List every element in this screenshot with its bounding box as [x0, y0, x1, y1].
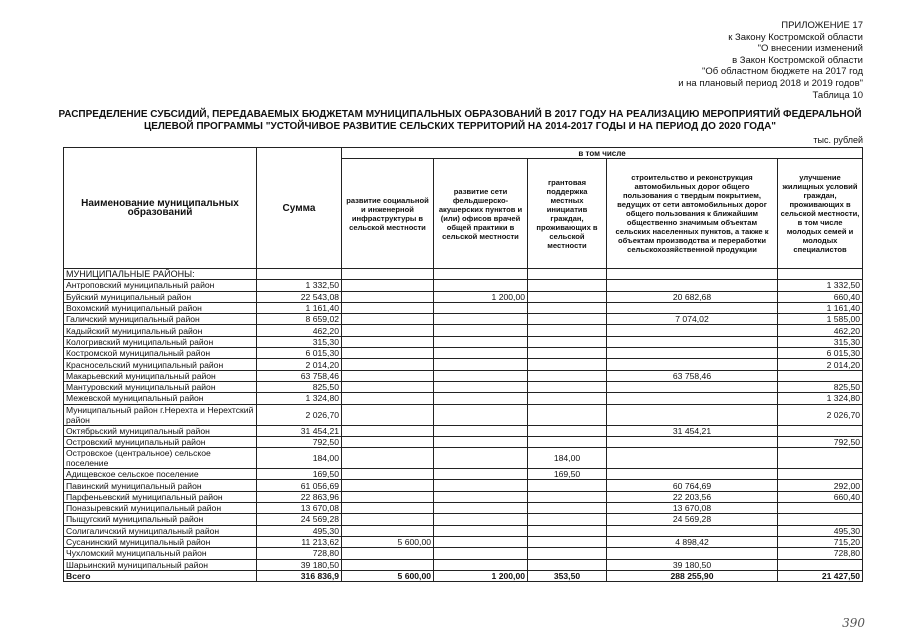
cell-c5 — [778, 448, 863, 469]
appendix-line: "О внесении изменений — [757, 43, 863, 55]
table-row — [64, 436, 863, 447]
cell-name: Галичский муниципальный район — [64, 314, 257, 325]
table-row — [64, 325, 863, 336]
cell-c4: 20 682,68 — [607, 291, 778, 302]
cell-sum: 39 180,50 — [257, 559, 342, 570]
appendix-line: "Об областном бюджете на 2017 год — [702, 66, 863, 78]
cell-c1 — [342, 336, 434, 347]
header-including: в том числе — [342, 148, 863, 159]
cell-c2 — [434, 536, 528, 547]
cell-c5: 660,40 — [778, 491, 863, 502]
cell-name: Солигаличский муниципальный район — [64, 525, 257, 536]
header-grant-support: грантовая поддержка местных инициатив граждан, проживающих в сельской местности — [528, 159, 607, 269]
cell-c1 — [342, 448, 434, 469]
header-housing: улучшение жилищных условий граждан, проживающих в сельской местности, в том числе молодых семей и молодых специалистов — [778, 159, 863, 269]
table-row — [64, 314, 863, 325]
cell-c5 — [778, 469, 863, 480]
empty-cell — [528, 269, 607, 280]
cell-sum: 315,30 — [257, 336, 342, 347]
appendix-header — [678, 20, 863, 101]
cell-c4 — [607, 436, 778, 447]
cell-c2: 1 200,00 — [434, 570, 528, 581]
cell-c4: 22 203,56 — [607, 491, 778, 502]
cell-c3 — [528, 393, 607, 404]
cell-sum: 462,20 — [257, 325, 342, 336]
cell-name: Павинский муниципальный район — [64, 480, 257, 491]
cell-name: Буйский муниципальный район — [64, 291, 257, 302]
cell-name: Поназыревский муниципальный район — [64, 503, 257, 514]
cell-c4 — [607, 393, 778, 404]
cell-c4 — [607, 469, 778, 480]
cell-c2 — [434, 448, 528, 469]
cell-c3 — [528, 404, 607, 425]
cell-name: Островский муниципальный район — [64, 436, 257, 447]
cell-c5: 495,30 — [778, 525, 863, 536]
section-label: МУНИЦИПАЛЬНЫЕ РАЙОНЫ: — [64, 269, 257, 280]
cell-c3 — [528, 525, 607, 536]
cell-c1 — [342, 436, 434, 447]
cell-c4: 24 569,28 — [607, 514, 778, 525]
cell-c4 — [607, 280, 778, 291]
empty-cell — [434, 269, 528, 280]
cell-c5 — [778, 425, 863, 436]
cell-c5: 792,50 — [778, 436, 863, 447]
cell-c3 — [528, 359, 607, 370]
cell-c2 — [434, 548, 528, 559]
cell-c2: 1 200,00 — [434, 291, 528, 302]
cell-c4 — [607, 448, 778, 469]
table-row — [64, 393, 863, 404]
table-row — [64, 280, 863, 291]
empty-cell — [778, 269, 863, 280]
cell-c2 — [434, 393, 528, 404]
cell-sum: 728,80 — [257, 548, 342, 559]
cell-c2 — [434, 480, 528, 491]
cell-c4: 63 758,46 — [607, 370, 778, 381]
table-row — [64, 425, 863, 436]
table-row — [64, 536, 863, 547]
cell-c5: 660,40 — [778, 291, 863, 302]
cell-c4 — [607, 336, 778, 347]
cell-c1 — [342, 393, 434, 404]
table-row — [64, 491, 863, 502]
table-row — [64, 348, 863, 359]
cell-c5: 1 161,40 — [778, 302, 863, 313]
cell-c4 — [607, 548, 778, 559]
cell-sum: 184,00 — [257, 448, 342, 469]
cell-c1 — [342, 480, 434, 491]
cell-c1: 5 600,00 — [342, 570, 434, 581]
cell-name: Макарьевский муниципальный район — [64, 370, 257, 381]
cell-name: Адищевское сельское поселение — [64, 469, 257, 480]
cell-name: Мантуровский муниципальный район — [64, 381, 257, 392]
cell-name: Муниципальный район г.Нерехта и Нерехтский район — [64, 404, 257, 425]
cell-c5 — [778, 370, 863, 381]
table-row — [64, 381, 863, 392]
cell-c3 — [528, 548, 607, 559]
appendix-line: в Закон Костромской области — [732, 54, 863, 66]
table-row — [64, 480, 863, 491]
cell-name: Антроповский муниципальный район — [64, 280, 257, 291]
cell-sum: 1 161,40 — [257, 302, 342, 313]
header-feldsher-points: развитие сети фельдшерско-акушерских пунктов и (или) офисов врачей общей практики в сельской местности — [434, 159, 528, 269]
cell-c4 — [607, 348, 778, 359]
table-row — [64, 548, 863, 559]
cell-c3 — [528, 480, 607, 491]
title-line-2: ЦЕЛЕВОЙ ПРОГРАММЫ "УСТОЙЧИВОЕ РАЗВИТИЕ СЕЛЬСКИХ ТЕРРИТОРИЙ НА 2014-2017 ГОДЫ И НА ПЕРИОД ДО 2020 ГОДА" — [143, 121, 777, 132]
cell-c2 — [434, 280, 528, 291]
cell-c3: 184,00 — [528, 448, 607, 469]
cell-name: Кологривский муниципальный район — [64, 336, 257, 347]
cell-c2 — [434, 336, 528, 347]
cell-c2 — [434, 503, 528, 514]
table-row — [64, 291, 863, 302]
cell-name: Сусанинский муниципальный район — [64, 536, 257, 547]
cell-name: Всего — [64, 570, 257, 581]
cell-c1 — [342, 503, 434, 514]
table-row — [64, 336, 863, 347]
cell-c2 — [434, 359, 528, 370]
cell-c2 — [434, 491, 528, 502]
cell-sum: 13 670,08 — [257, 503, 342, 514]
cell-c1 — [342, 425, 434, 436]
cell-c2 — [434, 348, 528, 359]
cell-c5 — [778, 559, 863, 570]
title-line-1: РАСПРЕДЕЛЕНИЕ СУБСИДИЙ, ПЕРЕДАВАЕМЫХ БЮДЖЕТАМ МУНИЦИПАЛЬНЫХ ОБРАЗОВАНИЙ В 2017 ГОДУ НА РЕАЛИЗАЦИЮ МЕРОПРИЯТИЙ ФЕДЕРАЛЬНОЙ — [58, 109, 862, 120]
cell-c1 — [342, 548, 434, 559]
cell-c2 — [434, 525, 528, 536]
cell-name: Пыщугский муниципальный район — [64, 514, 257, 525]
cell-name: Межевской муниципальный район — [64, 393, 257, 404]
cell-c2 — [434, 325, 528, 336]
cell-c4: 13 670,08 — [607, 503, 778, 514]
cell-c3 — [528, 325, 607, 336]
cell-c2 — [434, 559, 528, 570]
cell-c4: 288 255,90 — [607, 570, 778, 581]
cell-c1 — [342, 291, 434, 302]
cell-c4 — [607, 381, 778, 392]
header-sum: Сумма — [257, 148, 342, 269]
page-mark: 390 — [842, 616, 865, 630]
cell-c3 — [528, 370, 607, 381]
cell-c1 — [342, 314, 434, 325]
document-title — [40, 109, 880, 133]
cell-c5: 462,20 — [778, 325, 863, 336]
cell-name: Островское (центральное) сельское поселение — [64, 448, 257, 469]
cell-name: Костромской муниципальный район — [64, 348, 257, 359]
cell-c4 — [607, 325, 778, 336]
cell-c5: 1 332,50 — [778, 280, 863, 291]
cell-c3 — [528, 336, 607, 347]
cell-c5: 292,00 — [778, 480, 863, 491]
cell-c3 — [528, 559, 607, 570]
cell-c2 — [434, 404, 528, 425]
table-row — [64, 514, 863, 525]
cell-sum: 169,50 — [257, 469, 342, 480]
cell-c5: 715,20 — [778, 536, 863, 547]
table-row — [64, 448, 863, 469]
section-row — [64, 269, 863, 280]
empty-cell — [607, 269, 778, 280]
cell-c1: 5 600,00 — [342, 536, 434, 547]
cell-sum: 1 324,80 — [257, 393, 342, 404]
cell-c1 — [342, 359, 434, 370]
cell-c5: 315,30 — [778, 336, 863, 347]
header-name: Наименование муниципальных образований — [64, 148, 257, 269]
cell-c4 — [607, 404, 778, 425]
cell-c2 — [434, 302, 528, 313]
table-row — [64, 359, 863, 370]
cell-c1 — [342, 559, 434, 570]
cell-c4: 4 898,42 — [607, 536, 778, 547]
cell-c4: 31 454,21 — [607, 425, 778, 436]
cell-sum: 24 569,28 — [257, 514, 342, 525]
cell-c5: 1 585,00 — [778, 314, 863, 325]
empty-cell — [257, 269, 342, 280]
cell-sum: 63 758,46 — [257, 370, 342, 381]
cell-c5: 728,80 — [778, 548, 863, 559]
header-roads: строительство и реконструкция автомобильных дорог общего пользования с твердым покрытием, ведущих от сети автомобильных дорог общего пользования к ближайшим общественно значимым объектам сельских населенных пунктов, а также к объектам производства и переработки сельскохозяйственной продукции — [607, 159, 778, 269]
cell-name: Красносельский муниципальный район — [64, 359, 257, 370]
cell-c4: 7 074,02 — [607, 314, 778, 325]
cell-sum: 22 543,08 — [257, 291, 342, 302]
units-label: тыс. рублей — [813, 135, 863, 145]
table-number: Таблица 10 — [812, 89, 863, 101]
cell-c3 — [528, 314, 607, 325]
subsidy-table — [63, 147, 863, 582]
table-row — [64, 503, 863, 514]
cell-c1 — [342, 302, 434, 313]
cell-c3 — [528, 348, 607, 359]
cell-c2 — [434, 425, 528, 436]
cell-c1 — [342, 325, 434, 336]
cell-name: Кадыйский муниципальный район — [64, 325, 257, 336]
cell-sum: 8 659,02 — [257, 314, 342, 325]
cell-c3: 353,50 — [528, 570, 607, 581]
appendix-line: к Закону Костромской области — [728, 31, 863, 43]
cell-c5: 21 427,50 — [778, 570, 863, 581]
cell-c3 — [528, 514, 607, 525]
cell-c1 — [342, 491, 434, 502]
cell-name: Шарьинский муниципальный район — [64, 559, 257, 570]
cell-sum: 61 056,69 — [257, 480, 342, 491]
cell-c1 — [342, 469, 434, 480]
empty-cell — [342, 269, 434, 280]
cell-c3 — [528, 425, 607, 436]
table-row — [64, 525, 863, 536]
cell-c2 — [434, 514, 528, 525]
cell-c4: 60 764,69 — [607, 480, 778, 491]
cell-c3 — [528, 503, 607, 514]
cell-sum: 1 332,50 — [257, 280, 342, 291]
appendix-line: и на плановый период 2018 и 2019 годов" — [678, 77, 863, 89]
cell-c5 — [778, 503, 863, 514]
header-social-infrastructure: развитие социальной и инженерной инфраструктуры в сельской местности — [342, 159, 434, 269]
cell-c2 — [434, 370, 528, 381]
cell-c5: 1 324,80 — [778, 393, 863, 404]
cell-c4: 39 180,50 — [607, 559, 778, 570]
appendix-line: ПРИЛОЖЕНИЕ 17 — [781, 20, 863, 31]
cell-sum: 316 836,9 — [257, 570, 342, 581]
cell-c1 — [342, 381, 434, 392]
cell-name: Вохомский муниципальный район — [64, 302, 257, 313]
table-row — [64, 469, 863, 480]
cell-c5 — [778, 514, 863, 525]
table-row — [64, 404, 863, 425]
cell-c3 — [528, 291, 607, 302]
cell-c3 — [528, 381, 607, 392]
table-row — [64, 559, 863, 570]
table-row — [64, 370, 863, 381]
cell-sum: 6 015,30 — [257, 348, 342, 359]
cell-c2 — [434, 436, 528, 447]
cell-sum: 22 863,96 — [257, 491, 342, 502]
cell-c3 — [528, 436, 607, 447]
cell-sum: 11 213,62 — [257, 536, 342, 547]
cell-c1 — [342, 525, 434, 536]
cell-c2 — [434, 314, 528, 325]
cell-c5: 2 014,20 — [778, 359, 863, 370]
cell-name: Октябрьский муниципальный район — [64, 425, 257, 436]
cell-sum: 31 454,21 — [257, 425, 342, 436]
cell-c3 — [528, 536, 607, 547]
cell-c1 — [342, 514, 434, 525]
cell-sum: 792,50 — [257, 436, 342, 447]
cell-c5: 2 026,70 — [778, 404, 863, 425]
cell-c1 — [342, 348, 434, 359]
total-row — [64, 570, 863, 581]
cell-c3 — [528, 491, 607, 502]
cell-c1 — [342, 404, 434, 425]
cell-c5: 825,50 — [778, 381, 863, 392]
cell-c3: 169,50 — [528, 469, 607, 480]
cell-sum: 825,50 — [257, 381, 342, 392]
cell-c1 — [342, 370, 434, 381]
cell-c3 — [528, 280, 607, 291]
cell-sum: 2 026,70 — [257, 404, 342, 425]
cell-name: Чухломский муниципальный район — [64, 548, 257, 559]
cell-c4 — [607, 525, 778, 536]
cell-sum: 2 014,20 — [257, 359, 342, 370]
table-row — [64, 302, 863, 313]
cell-c4 — [607, 359, 778, 370]
cell-c3 — [528, 302, 607, 313]
cell-c2 — [434, 381, 528, 392]
table-body — [64, 269, 863, 582]
cell-c2 — [434, 469, 528, 480]
cell-sum: 495,30 — [257, 525, 342, 536]
cell-c5: 6 015,30 — [778, 348, 863, 359]
cell-c4 — [607, 302, 778, 313]
cell-name: Парфеньевский муниципальный район — [64, 491, 257, 502]
cell-c1 — [342, 280, 434, 291]
